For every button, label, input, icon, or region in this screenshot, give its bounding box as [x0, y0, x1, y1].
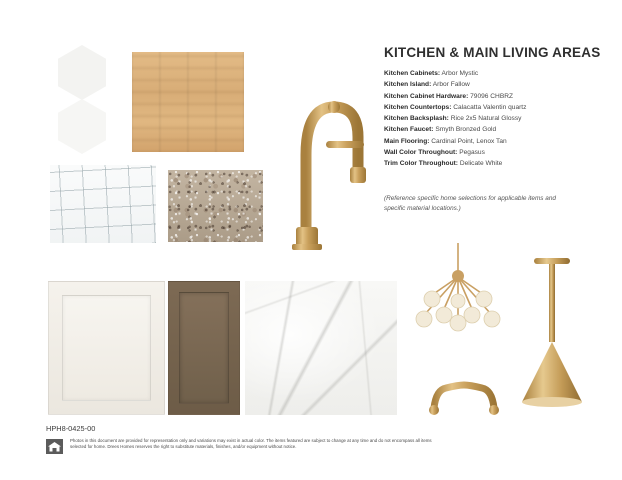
- kitchen-faucet-image: [278, 85, 373, 250]
- spec-label: Kitchen Cabinets:: [384, 70, 441, 77]
- spec-row: [384, 79, 604, 90]
- spec-label: Kitchen Countertops:: [384, 103, 452, 111]
- spec-row: [384, 68, 604, 79]
- hexagon-tile-swatch: [58, 99, 106, 154]
- spec-label: Kitchen Faucet:: [384, 126, 434, 134]
- page-title: KITCHEN & MAIN LIVING AREAS: [384, 45, 601, 60]
- spec-value: Rice 2x5 Natural Glossy: [450, 115, 522, 123]
- disclaimer-text: Photos in this document are provided for representation only and variations may exist in actual color. The items featured are subject to change at any time and do not encompass all items selected for home. Drees Homes reserves the right to substitute materials, finishes, and/or equipment without notice.: [70, 438, 432, 450]
- spec-label: Trim Color Throughout:: [384, 160, 458, 168]
- quartz-countertop-swatch: [245, 281, 397, 415]
- spec-row: [384, 147, 604, 158]
- pendant-light-image: [516, 250, 588, 415]
- chandelier-light-image: [408, 243, 508, 353]
- spec-row: [384, 91, 604, 102]
- spec-row: [384, 113, 604, 124]
- specification-list: [384, 68, 604, 170]
- spec-label: Wall Color Throughout:: [384, 149, 458, 157]
- spec-value: Pegasus: [459, 149, 485, 157]
- cabinet-door-panel: [62, 295, 151, 401]
- hexagon-tile-swatch: [58, 45, 106, 100]
- footer: [46, 438, 446, 454]
- spec-value: Delicate White: [459, 160, 503, 168]
- granite-speckle-swatch: [168, 170, 263, 242]
- spec-label: Kitchen Cabinet Hardware:: [384, 92, 469, 100]
- spec-value: Arbor Fallow: [432, 81, 470, 89]
- white-cabinet-door-swatch: [48, 281, 165, 415]
- cabinet-pull-hardware-image: [424, 360, 504, 420]
- equal-housing-opportunity-icon: [46, 439, 63, 454]
- spec-row: [384, 136, 604, 147]
- cabinet-door-panel: [179, 292, 229, 404]
- backsplash-tile-swatch: [50, 165, 156, 243]
- spec-label: Main Flooring:: [384, 137, 430, 145]
- reference-note: (Reference specific home selections for applicable items and specific material locations.): [384, 195, 556, 212]
- brown-cabinet-door-swatch: [168, 281, 240, 415]
- spec-value: 79096 CHBRZ: [470, 92, 514, 100]
- document-id: HPH8-0425-00: [46, 424, 96, 433]
- spec-value: Smyth Bronzed Gold: [435, 126, 497, 134]
- spec-row: [384, 102, 604, 113]
- spec-row: [384, 158, 604, 169]
- spec-value: Arbor Mystic: [441, 70, 479, 77]
- wood-flooring-swatch: [132, 52, 244, 152]
- spec-label: Kitchen Backsplash:: [384, 115, 449, 123]
- spec-value: Cardinal Point, Lenox Tan: [431, 137, 507, 145]
- tile-grid-pattern: [50, 165, 156, 243]
- spec-value: Calacatta Valentin quartz: [453, 103, 527, 111]
- spec-label: Kitchen Island:: [384, 81, 432, 89]
- spec-row: [384, 124, 604, 135]
